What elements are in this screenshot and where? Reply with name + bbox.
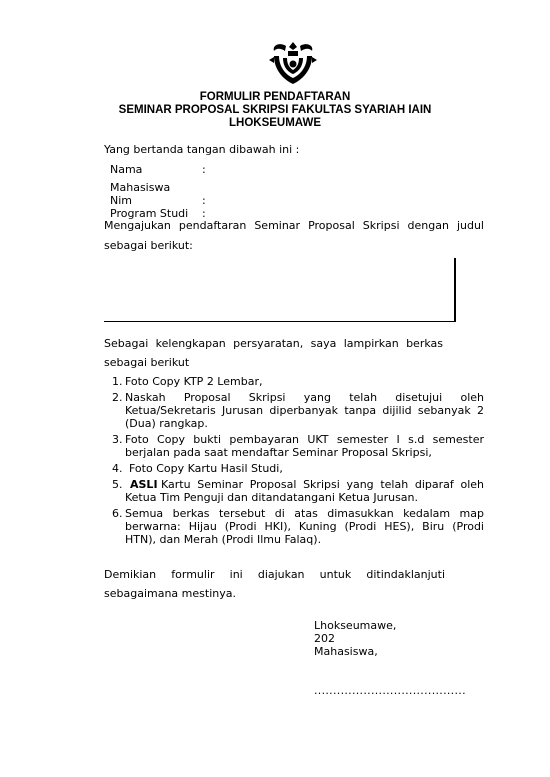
list-item-line: Foto Copy KTP 2 Lembar, xyxy=(125,375,263,388)
field-colon-nim: : xyxy=(202,194,206,207)
list-item-line: Foto Copy Kartu Hasil Studi, xyxy=(129,462,283,475)
list-number: 2. xyxy=(112,391,123,404)
list-number: 5. xyxy=(112,478,123,491)
list-item-line: berwarna: Hijau (Prodi HKI), Kuning (Prodi HES), Biru (Prodi xyxy=(125,520,484,533)
field-colon-program-studi: : xyxy=(202,207,206,220)
form-subtitle-location: LHOKSEUMAWE xyxy=(229,117,321,129)
list-number: 3. xyxy=(112,433,123,446)
list-item-line: (Dua) rangkap. xyxy=(125,417,208,430)
field-label-mahasiswa: Mahasiswa xyxy=(110,181,171,194)
field-label-nim: Nim xyxy=(110,194,132,207)
list-item-line: Kartu Seminar Proposal Skripsi yang telah diparaf oleh xyxy=(161,478,484,491)
list-number: 4. xyxy=(112,462,123,475)
signature-place: Lhokseumawe, xyxy=(314,619,397,632)
form-title: FORMULIR PENDAFTARAN xyxy=(199,91,351,103)
closing-line-1: Demikian formulir ini diajukan untuk ditindaklanjuti xyxy=(104,568,445,581)
title-box-edge xyxy=(454,258,456,322)
title-box-bottom xyxy=(104,321,455,322)
list-item-line: Ketua Tim Penguji dan ditandatangani Ketua Jurusan. xyxy=(125,491,419,504)
request-line-2: sebagai berikut: xyxy=(104,239,193,252)
list-item-line: HTN), dan Merah (Prodi Ilmu Falaq). xyxy=(125,533,322,546)
intro-text: Yang bertanda tangan dibawah ini : xyxy=(104,143,300,156)
closing-line-2: sebagaimana mestinya. xyxy=(104,587,236,600)
list-item-line: Semua berkas tersebut di atas dimasukkan kedalam map xyxy=(125,507,484,520)
field-colon-nama: : xyxy=(202,163,206,176)
form-subtitle: SEMINAR PROPOSAL SKRIPSI FAKULTAS SYARIAH IAIN xyxy=(118,104,432,116)
field-label-program-studi: Program Studi xyxy=(110,207,189,220)
list-number: 6. xyxy=(112,507,123,520)
list-number: 1. xyxy=(112,375,123,388)
iain-logo xyxy=(266,40,320,86)
list-item-line: Ketua/Sekretaris Jurusan diperbanyak tanpa dijilid sebanyak 2 xyxy=(125,404,484,417)
list-item-line: berjalan pada saat mendaftar Seminar Proposal Skripsi, xyxy=(125,446,432,459)
completeness-line-2: sebagai berikut xyxy=(104,356,190,369)
signature-line: ........................................ xyxy=(314,684,466,697)
completeness-line-1: Sebagai kelengkapan persyaratan, saya lampirkan berkas xyxy=(104,337,443,350)
signature-year: 202 xyxy=(314,632,335,645)
list-item-bold-prefix: ASLI xyxy=(130,478,158,491)
signature-role: Mahasiswa, xyxy=(314,645,378,658)
list-item-line: Foto Copy bukti pembayaran UKT semester I s.d semester xyxy=(125,433,484,446)
list-item-line: Naskah Proposal Skripsi yang telah disetujui oleh xyxy=(125,391,484,404)
field-label-nama: Nama xyxy=(110,163,143,176)
request-line-1: Mengajukan pendaftaran Seminar Proposal Skripsi dengan judul xyxy=(104,219,484,232)
